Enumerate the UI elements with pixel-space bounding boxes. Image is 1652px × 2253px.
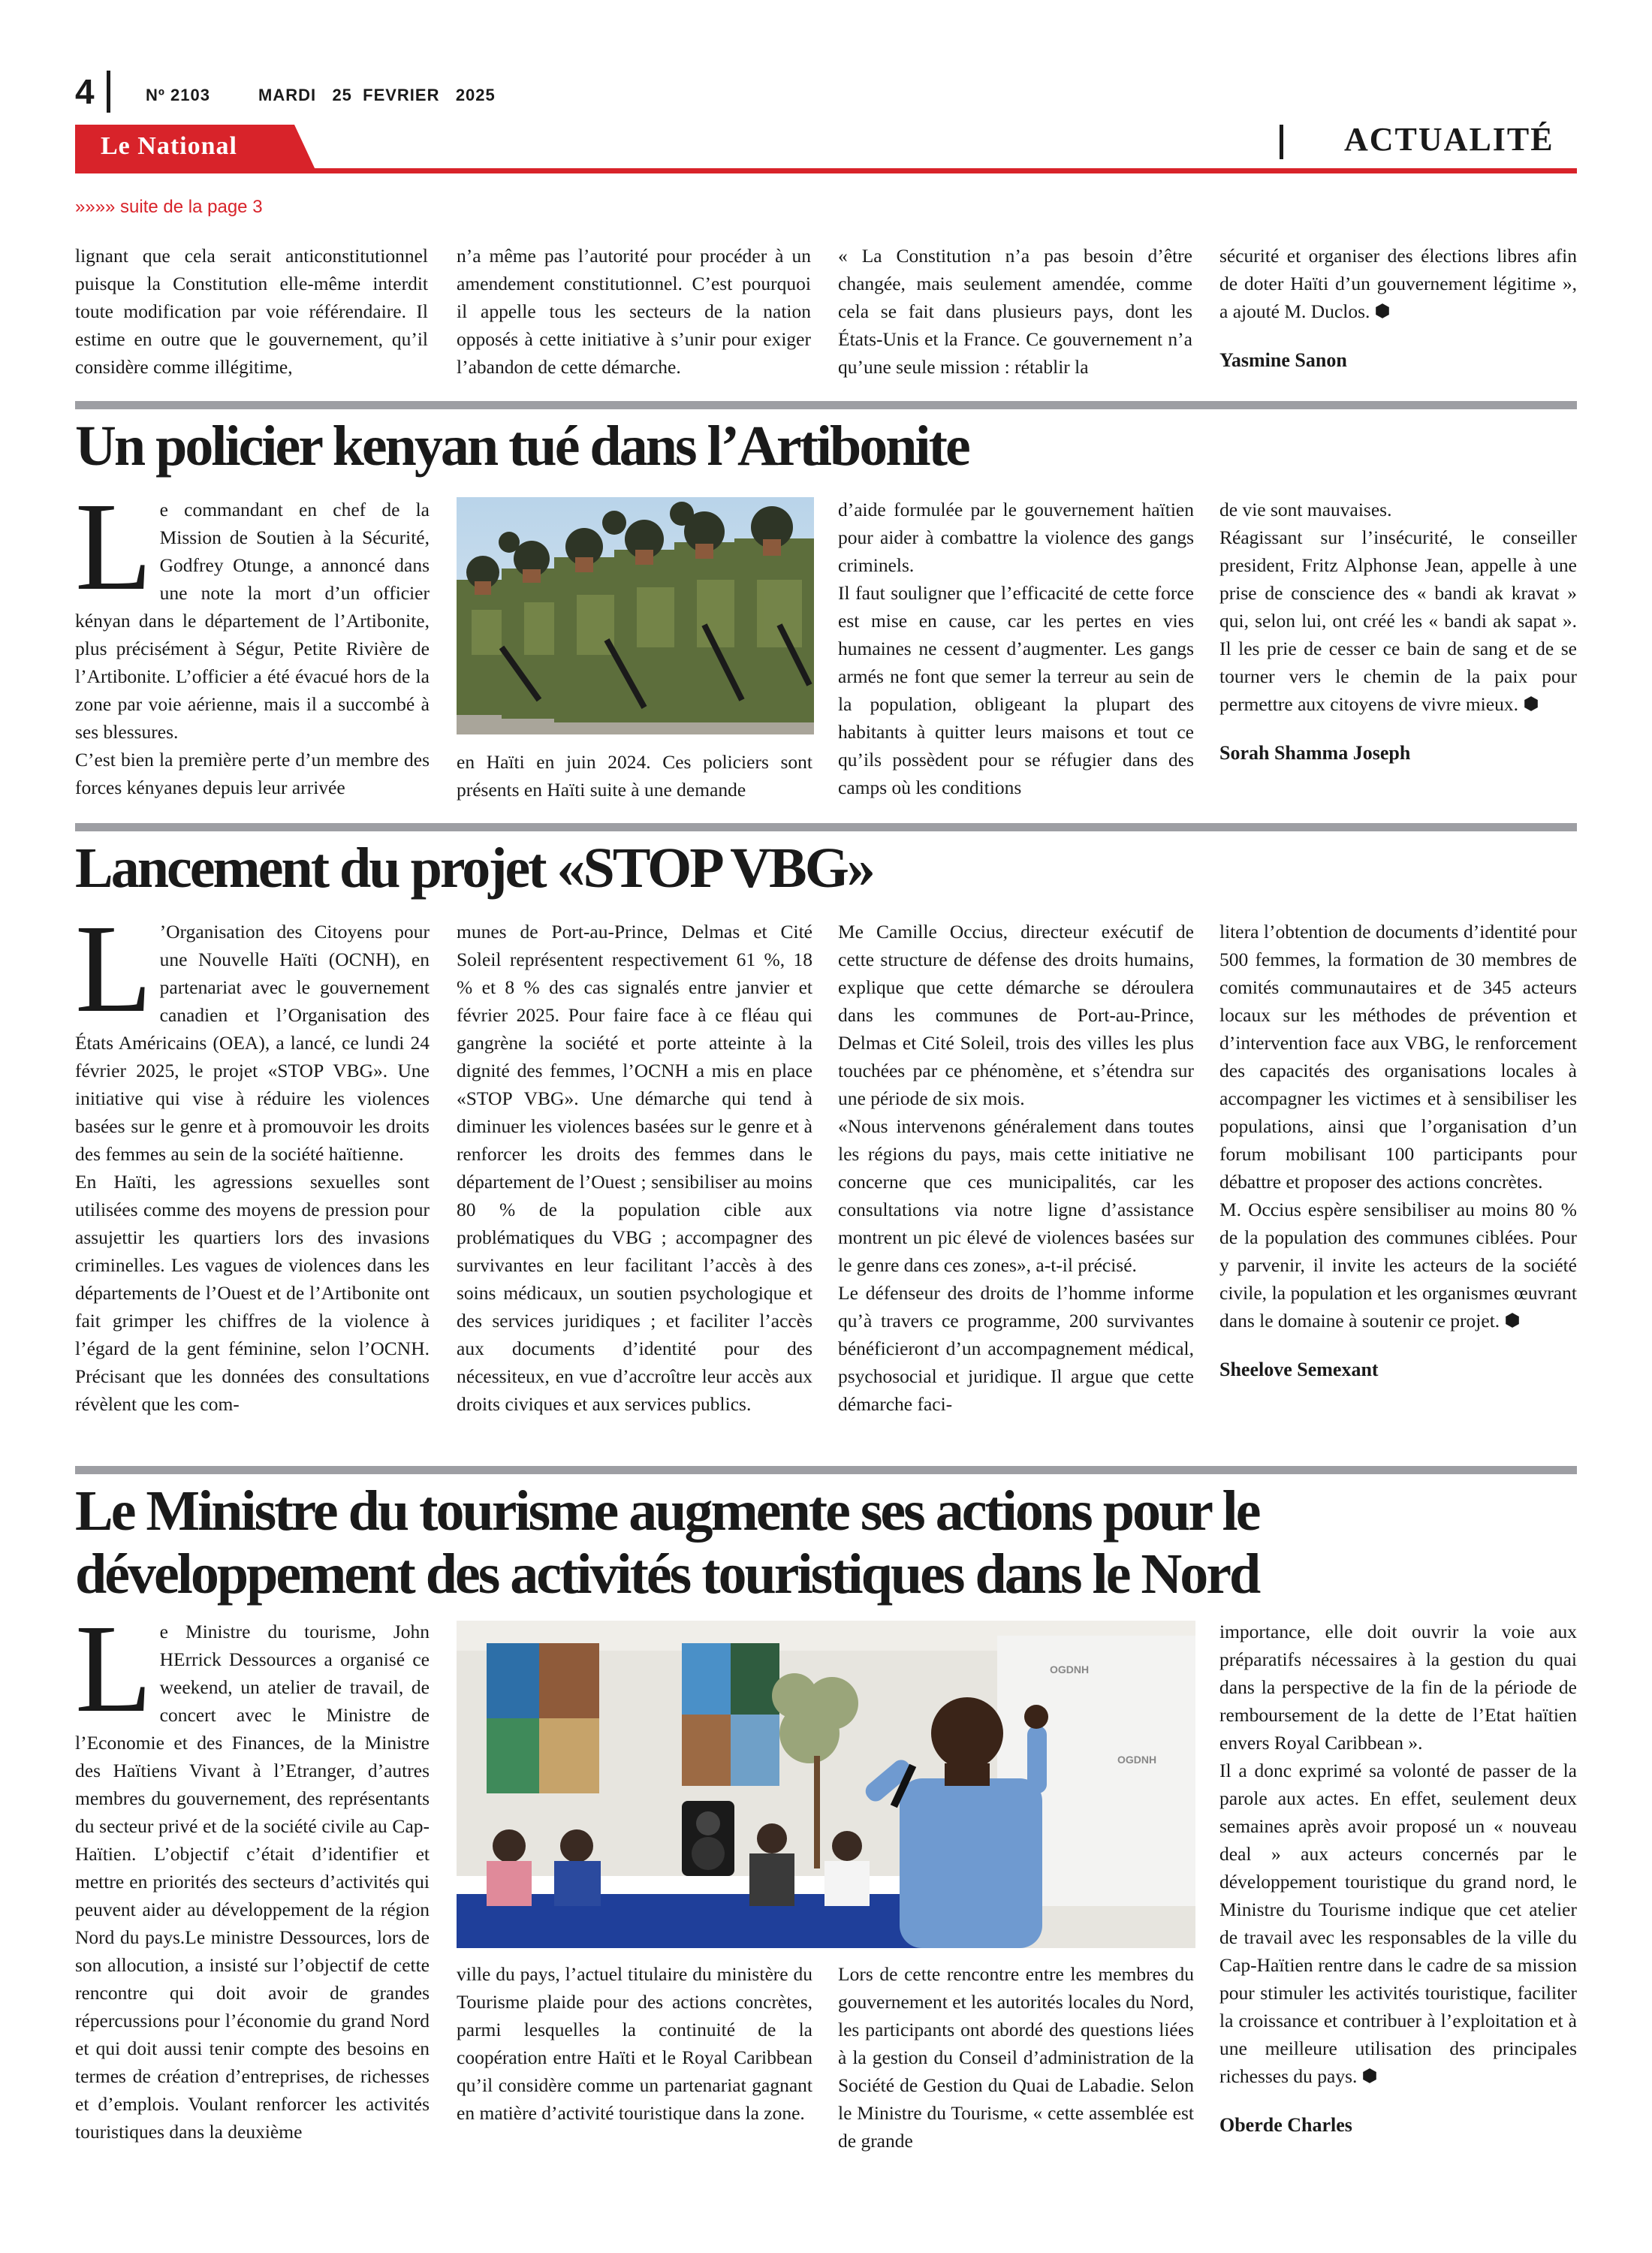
paragraph: d’aide formulée par le gouvernement haïtien pour aider à combattre la violence des gangs criminels. bbox=[838, 499, 1194, 576]
article-3-column-2 bbox=[457, 1960, 812, 2127]
byline: Sorah Shamma Joseph bbox=[1219, 742, 1411, 764]
article-1-column-3 bbox=[838, 496, 1194, 801]
article-2-column-1: L ’Organisation des Citoyens pour une Nouvelle Haïti (OCNH), en partenariat avec le gouvernement canadien et l’Organisation des États Américains (OEA), a lancé, ce lundi 24 février 2025, le projet «STOP VBG». Une initiative qui vise à réduire les violences basées sur le genre et à promouvoir les droits des femmes au sein de la société haïtienne. En Haïti, les agressions sexuelles sont utilisées comme des moyens de pression pour assujettir les quartiers lors des invasions criminelles. Les vagues de violences dans les départements de l’Ouest et de l’Artibonite ont fait grimper les chiffres de la violence à l’égard de la gent féminine, selon l’OCNH. Précisant que les données des consultations révèlent que les com- bbox=[75, 918, 430, 1418]
issue-date: MARDI 25 FEVRIER 2025 bbox=[258, 86, 496, 104]
paragraph: litera l’obtention de documents d’identité pour 500 femmes, la formation de 30 membres de comités communautaires et de 345 acteurs locaux sur les méthodes de prévention et d’intervention face aux VBG, le renforcement des capacités des organisations locales à accompagner les victimes et à sensibiliser les populations, ainsi que l’organisation d’un forum mobilisant 100 participants pour débattre et proposer des actions concrètes. bbox=[1219, 921, 1577, 1193]
article-3-headline-line-1[interactable]: Le Ministre du tourisme augmente ses actions pour le bbox=[75, 1479, 1259, 1543]
end-mark-icon bbox=[1374, 303, 1391, 319]
paragraph: sécurité et organiser des élections libres afin de doter Haïti d’un gouvernement légitime », a ajouté M. Duclos. bbox=[1219, 245, 1577, 322]
paragraph: lignant que cela serait anticonstitutionnel puisque la Constitution elle-même interdit toute modification par voie référendaire. Il estime en outre que le gouvernement, qu’il considère comme illégitime, bbox=[75, 245, 428, 378]
byline: Yasmine Sanon bbox=[1219, 349, 1347, 371]
drop-cap: L bbox=[75, 477, 152, 617]
continuation-column-3 bbox=[838, 242, 1192, 381]
paragraph: importance, elle doit ouvrir la voie aux préparatifs nécessaires à la gestion du quai dans la perspective de la fin de la période de remboursement de la dette de l’Etat haïtien envers Royal Caribbean ». bbox=[1219, 1621, 1577, 1754]
page-number: 4 bbox=[75, 72, 95, 111]
paragraph: En Haïti, les agressions sexuelles sont utilisées comme des moyens de pression pour assujettir les quartiers lors des invasions criminelles. Les vagues de violences dans les départements de l’Ouest et de l’Artibonite ont fait grimper les chiffres de la violence à l’égard de la gent féminine, selon l’OCNH. Précisant que les données des consultations révèlent que les com- bbox=[75, 1171, 430, 1415]
article-2-column-4 bbox=[1219, 918, 1577, 1383]
article-3-column-4 bbox=[1219, 1618, 1577, 2139]
section-separator bbox=[75, 823, 1577, 831]
continuation-column-4 bbox=[1219, 242, 1577, 374]
continuation-label[interactable]: »»»» suite de la page 3 bbox=[75, 197, 263, 217]
drop-cap: L bbox=[75, 1599, 152, 1739]
section-separator bbox=[75, 1466, 1577, 1474]
byline: Oberde Charles bbox=[1219, 2114, 1352, 2136]
article-3-column-1: Le Ministre du tourisme, John HErrick Dessources a organisé ce weekend, un atelier de travail, de concert avec le Ministre de l’Economie et des Finances, de la Ministre des Haïtiens Vivant à l’Etranger, d’autres membres du gouvernement, des représentants du secteur privé et de la société civile au Cap-Haïtien. L’objectif c’était d’identifier et mettre en priorités des secteurs d’activités qui peuvent aider au développement de la région Nord du pays.Le ministre Dessources, lors de son allocution, a insisté sur l’objectif de cette rencontre qui doit avoir de grandes répercussions pour l’économie du grand Nord et qui doit aussi tenir compte des besoins en termes de création d’entreprises, de richesses et d’emplois. Voulant renforcer les activités touristiques dans la deuxième bbox=[75, 1599, 430, 2143]
paragraph: en Haïti en juin 2024. Ces policiers sont présents en Haïti suite à une demande bbox=[457, 751, 812, 801]
drop-cap: L bbox=[75, 899, 152, 1039]
paragraph: « La Constitution n’a pas besoin d’être changée, mais seulement amendée, comme cela se fait dans plusieurs pays, dont les États-Unis et la France. Ce gouvernement n’a qu’une seule mission : rétablir la bbox=[838, 245, 1192, 378]
paragraph: Lors de cette rencontre entre les membres du gouvernement et les autorités locales du Nord, les participants ont abordé des questions liées à la gestion du Conseil d’administration de la Société de Gestion du Quai de Labadie. Selon le Ministre du Tourisme, « cette assemblée est de grande bbox=[838, 1963, 1194, 2152]
banner-logo-text: OGDNH bbox=[1050, 1663, 1090, 1675]
section-title[interactable]: ACTUALITÉ bbox=[1344, 121, 1554, 158]
paragraph: munes de Port-au-Prince, Delmas et Cité Soleil représentent respectivement 61 %, 18 % et 8 % des cas signalés entre janvier et février 2025. Pour faire face à ce fléau qui gangrène la société et porte atteinte à la dignité des femmes, l’OCNH a mis en place «STOP VBG». Une démarche qui tend à diminuer les violences basées sur le genre et à renforcer les droits des femmes dans le département de l’Ouest ; sensibiliser au moins 80 % de la population cible aux problématiques du VBG ; accompagner des survivantes en leur facilitant l’accès à des soins médicaux, un soutien psychologique et des services juridiques ; et faciliter l’accès aux documents d’identité pour des nécessiteux, en vue d’accroître leur accès aux droits civiques et aux services publics. bbox=[457, 921, 812, 1415]
page-number-divider bbox=[107, 71, 110, 113]
article-1-column-4 bbox=[1219, 496, 1577, 767]
paragraph: C’est bien la première perte d’un membre des forces kényanes depuis leur arrivée bbox=[75, 749, 430, 798]
article-1-column-1: Le commandant en chef de la Mission de Soutien à la Sécurité, Godfrey Otunge, a annoncé dans une note la mort d’un officier kényan dans le département de l’Artibonite, plus précisément à Ségur, Petite Rivière de l’Artibonite. L’officier a été évacué hors de la zone par voie aérienne, mais il a succombé à ses blessures. C’est bien la première perte d’un membre des forces kényanes depuis leur arrivée bbox=[75, 496, 430, 801]
paragraph: ville du pays, l’actuel titulaire du ministère du Tourisme plaide pour des actions concrètes, parmi lesquelles la continuité de la coopération entre Haïti et le Royal Caribbean qu’il considère comme un partenariat gagnant en matière d’activité touristique dans la zone. bbox=[457, 1963, 812, 2124]
article-1-headline[interactable]: Un policier kenyan tué dans l’Artibonite bbox=[75, 415, 969, 478]
paragraph: Me Camille Occius, directeur exécutif de cette structure de défense des droits humains, explique que cette démarche se déroulera dans les communes de Port-au-Prince, Delmas et Cité Soleil, trois des villes les plus touchées par ce phénomène, et s’étendra sur une période de six mois. bbox=[838, 921, 1194, 1109]
paragraph: Réagissant sur l’insécurité, le conseiller president, Fritz Alphonse Jean, appelle à une prise de conscience des « bandi ak kravat » qui, selon lui, ont créé les « bandi ak sapat ». Il les prie de cesser ce bain de sang et de se tourner vers le chemin de la paix pour permettre aux citoyens de vivre mieux. bbox=[1219, 526, 1577, 715]
section-divider bbox=[1280, 125, 1283, 159]
brand-logo[interactable]: Le National bbox=[101, 132, 237, 160]
paragraph: n’a même pas l’autorité pour procéder à un amendement constitutionnel. C’est pourquoi il appelle tous les secteurs de la nation opposés à cette initiative à s’unir pour exiger l’abandon de cette démarche. bbox=[457, 245, 811, 378]
header-rule bbox=[75, 168, 1577, 173]
continuation-column-2 bbox=[457, 242, 811, 381]
article-3-photo-tourism-workshop bbox=[457, 1621, 1195, 1948]
continuation-column-1 bbox=[75, 242, 428, 381]
article-2-column-3 bbox=[838, 918, 1194, 1418]
end-mark-icon bbox=[1504, 1312, 1521, 1329]
paragraph: Il faut souligner que l’efficacité de cette force est mise en cause, car les pertes en vies humaines ne cessent d’augmenter. Les gangs armés ne font que semer la terreur au sein de la population, obligeant la plupart des habitants à quitter leurs maisons et tout ce qu’ils possèdent pour se réfugier dans des camps où les conditions bbox=[838, 582, 1194, 798]
issue-number: Nº 2103 bbox=[146, 86, 210, 104]
end-mark-icon bbox=[1361, 2068, 1378, 2084]
paragraph: Le défenseur des droits de l’homme informe qu’à travers ce programme, 200 survivantes bénéficieront d’un accompagnement médical, psychosocial et juridique. Il argue que cette démarche faci- bbox=[838, 1282, 1194, 1415]
article-1-column-2 bbox=[457, 748, 812, 804]
article-3-headline-line-2[interactable]: développement des activités touristiques dans le Nord bbox=[75, 1543, 1259, 1606]
article-1-photo-kenyan-police bbox=[457, 497, 814, 734]
end-mark-icon bbox=[1523, 695, 1539, 712]
paragraph: «Nous intervenons généralement dans toutes les régions du pays, mais cette initiative ne concerne que ces municipalités, car les consultations via notre ligne d’assistance montrent un pic élevé de violences basées sur le genre dans ces zones», a-t-il précisé. bbox=[838, 1115, 1194, 1276]
paragraph: Il a donc exprimé sa volonté de passer de la parole aux actes. En effet, seulement deux semaines après avoir proposé un « nouveau deal » aux acteurs concernés par le développement touristique du grand nord, le Ministre du Tourisme indique que cet atelier de travail avec les responsables de la ville du Cap-Haïtien rentre dans le cadre de sa mission pour stimuler les activités touristique, faciliter la croissance et contribuer à l’exploitation et à une meilleure utilisation des principales richesses du pays. bbox=[1219, 1760, 1577, 2087]
byline: Sheelove Semexant bbox=[1219, 1359, 1379, 1380]
article-2-headline[interactable]: Lancement du projet «STOP VBG» bbox=[75, 837, 873, 900]
article-3-column-3 bbox=[838, 1960, 1194, 2155]
section-separator bbox=[75, 401, 1577, 409]
article-2-column-2 bbox=[457, 918, 812, 1418]
paragraph: de vie sont mauvaises. bbox=[1219, 499, 1392, 520]
banner-logo-text: OGDNH bbox=[1117, 1754, 1157, 1766]
paragraph: M. Occius espère sensibiliser au moins 80 % de la population des communes ciblées. Pour y parvenir, il invite les acteurs de la société civile, la population et les organismes œuvrant dans le domaine à soutenir ce projet. bbox=[1219, 1199, 1577, 1332]
